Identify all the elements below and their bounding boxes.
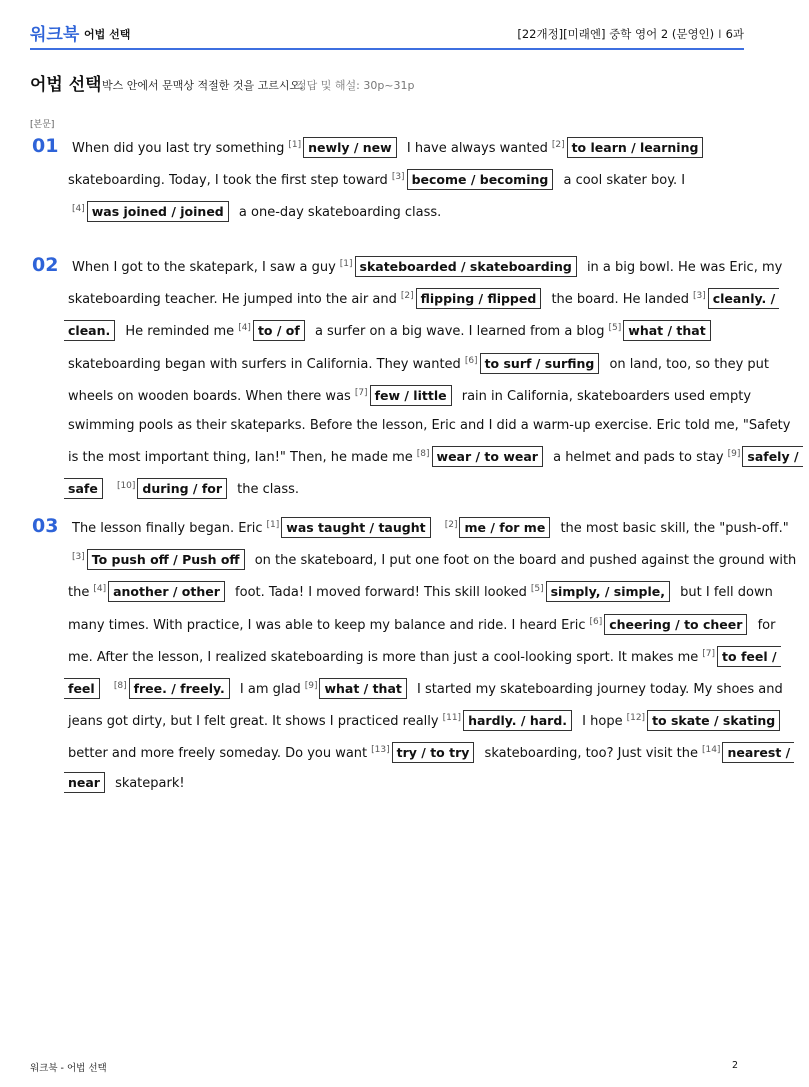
choice-box[interactable]: during / for [137, 478, 227, 499]
choice-box-continued[interactable]: near [64, 772, 105, 793]
blank-number: [1] [266, 520, 280, 530]
course-info [517, 26, 744, 42]
blank-number: [11] [442, 713, 462, 724]
choice-box-continued[interactable]: safe [64, 478, 103, 499]
choice-box[interactable]: few / little [370, 385, 452, 406]
section-number: 02 [32, 254, 59, 276]
choice-box[interactable]: what / that [319, 678, 406, 699]
blank-number: [3] [72, 552, 85, 563]
blank-number: [13] [371, 745, 390, 756]
choice-box[interactable]: nearest / [722, 742, 794, 763]
text: me. After the lesson, I realized skateboarding is more than just a cool-looking sport. It makes me [68, 649, 699, 665]
choice-box[interactable]: flipping / flipped [416, 288, 542, 309]
text: wheels on wooden boards. When there was [68, 388, 351, 404]
blank-number: [8] [416, 449, 430, 460]
blank-number: [2] [551, 140, 565, 150]
choice-box[interactable]: what / that [623, 320, 710, 341]
blank-number: [4] [72, 204, 85, 215]
blank-number: [6] [464, 355, 478, 366]
text: The lesson finally began. Eric [72, 521, 263, 536]
choice-box-continued[interactable]: clean. [64, 320, 115, 341]
blank-number: [4] [238, 323, 251, 334]
text: but I fell down [680, 585, 773, 601]
page-title: 어법 선택 [30, 75, 102, 95]
blank-number: [12] [626, 713, 646, 724]
text: I am glad [239, 682, 301, 698]
choice-box[interactable]: free. / freely. [129, 678, 230, 699]
text: in a big bowl. He was Eric, my [586, 260, 783, 275]
blank-number: [10] [116, 481, 136, 492]
text: When did you last try something [72, 141, 285, 156]
text: on the skateboard, I put one foot on the board and pushed against the ground with [254, 553, 797, 569]
choice-box[interactable]: safely / [742, 446, 802, 467]
text: rain in California, skateboarders used empty [461, 388, 752, 404]
text: foot. Tada! I moved forward! This skill looked [235, 585, 527, 601]
text: I hope [582, 714, 623, 730]
blank-number: [1] [339, 259, 353, 269]
text: skateboarding, too? Just visit the [484, 746, 698, 762]
passage-text [68, 511, 797, 798]
blank-number: [8] [113, 681, 127, 692]
text: When I got to the skatepark, I saw a guy [72, 260, 336, 275]
section-label: [본문] [30, 120, 55, 130]
section-number: 01 [32, 135, 59, 157]
blank-number: [1] [288, 140, 302, 150]
choice-box[interactable]: hardly. / hard. [463, 710, 572, 731]
passage-text [68, 250, 799, 505]
text: for [757, 617, 776, 633]
text: skateboarding teacher. He jumped into the air and [68, 292, 397, 308]
text: skateboarding began with surfers in California. They wanted [68, 356, 461, 372]
passage-text [68, 131, 738, 228]
blank-number: [4] [93, 584, 107, 595]
blank-number: [7] [354, 387, 368, 398]
answer-reference: 정답 및 해설: 30p~31p [296, 79, 415, 92]
blank-number: [14] [701, 745, 721, 756]
choice-box[interactable]: to / of [253, 320, 305, 341]
choice-box[interactable]: become / becoming [407, 169, 554, 190]
choice-box[interactable]: try / to try [392, 742, 475, 763]
course-title: [22개정][미래엔] 중학 영어 2 (문영인) [517, 27, 715, 41]
text: the most basic skill, the "push-off." [560, 521, 789, 536]
text: is the most important thing, Ian!" Then, he made me [68, 450, 413, 466]
lesson-number: 6과 [725, 27, 744, 41]
blank-number: [6] [589, 616, 603, 627]
text: skateboarding. Today, I took the first step toward [68, 173, 388, 189]
blank-number: [3] [692, 291, 706, 302]
blank-number: [7] [702, 648, 716, 659]
choice-box[interactable]: simply, / simple, [546, 581, 670, 602]
choice-box[interactable]: another / other [108, 581, 225, 602]
header-bar [30, 0, 744, 50]
text: a helmet and pads to stay [553, 450, 724, 466]
blank-number: [9] [727, 449, 741, 460]
blank-number: [3] [391, 172, 405, 183]
text: swimming pools as their skateparks. Before the lesson, Eric and I did a warm-up exercise. Eric told me, "Safety [68, 418, 791, 434]
blank-number: [2] [400, 291, 414, 302]
text: the board. He landed [551, 292, 689, 308]
text: the class. [237, 482, 300, 498]
text: skatepark! [115, 775, 185, 791]
blank-number: [2] [444, 520, 458, 530]
passage-section-03 [32, 511, 797, 798]
choice-box[interactable]: to learn / learning [567, 137, 704, 158]
text: I have always wanted [406, 141, 548, 156]
text: jeans got dirty, but I felt great. It shows I practiced really [68, 714, 439, 730]
page-number: 2 [731, 1060, 738, 1071]
header-separator: I [718, 27, 722, 41]
text: a one-day skateboarding class. [238, 205, 442, 221]
passage-section-02 [32, 250, 799, 505]
choice-box[interactable]: to feel / [717, 646, 781, 667]
choice-box[interactable]: skateboarded / skateboarding [355, 256, 577, 277]
choice-box[interactable]: To push off / Push off [87, 549, 245, 570]
choice-box[interactable]: was joined / joined [87, 201, 229, 222]
choice-box[interactable]: to skate / skating [647, 710, 780, 731]
choice-box[interactable]: was taught / taught [281, 517, 430, 538]
text: on land, too, so they put [609, 356, 769, 372]
text: better and more freely someday. Do you want [68, 746, 368, 762]
blank-number: [5] [530, 584, 544, 595]
choice-box[interactable]: wear / to wear [432, 446, 543, 467]
footer-title: 워크북 - 어법 선택 [30, 1063, 107, 1074]
text: a surfer on a big wave. I learned from a blog [314, 324, 605, 340]
instruction-text: 박스 안에서 문맥상 적절한 것을 고르시오. [102, 79, 304, 92]
passage-section-01 [32, 131, 738, 228]
choice-box[interactable]: cheering / to cheer [604, 614, 747, 635]
choice-box[interactable]: me / for me [459, 517, 550, 538]
blank-number: [5] [608, 323, 622, 334]
text: the [68, 585, 90, 601]
choice-box[interactable]: cleanly. / [708, 288, 779, 309]
brand-logo: 워크북 [30, 25, 80, 45]
choice-box-continued[interactable]: feel [64, 678, 100, 699]
text: many times. With practice, I was able to keep my balance and ride. I heard Eric [68, 617, 586, 633]
brand-subtitle: 어법 선택 [84, 28, 131, 41]
choice-box[interactable]: to surf / surfing [480, 353, 600, 374]
text: I started my skateboarding journey today. My shoes and [417, 682, 783, 698]
text: a cool skater boy. I [563, 173, 686, 189]
choice-box[interactable]: newly / new [303, 137, 397, 158]
text: He reminded me [125, 324, 235, 340]
section-number: 03 [32, 515, 59, 537]
blank-number: [9] [304, 681, 318, 692]
